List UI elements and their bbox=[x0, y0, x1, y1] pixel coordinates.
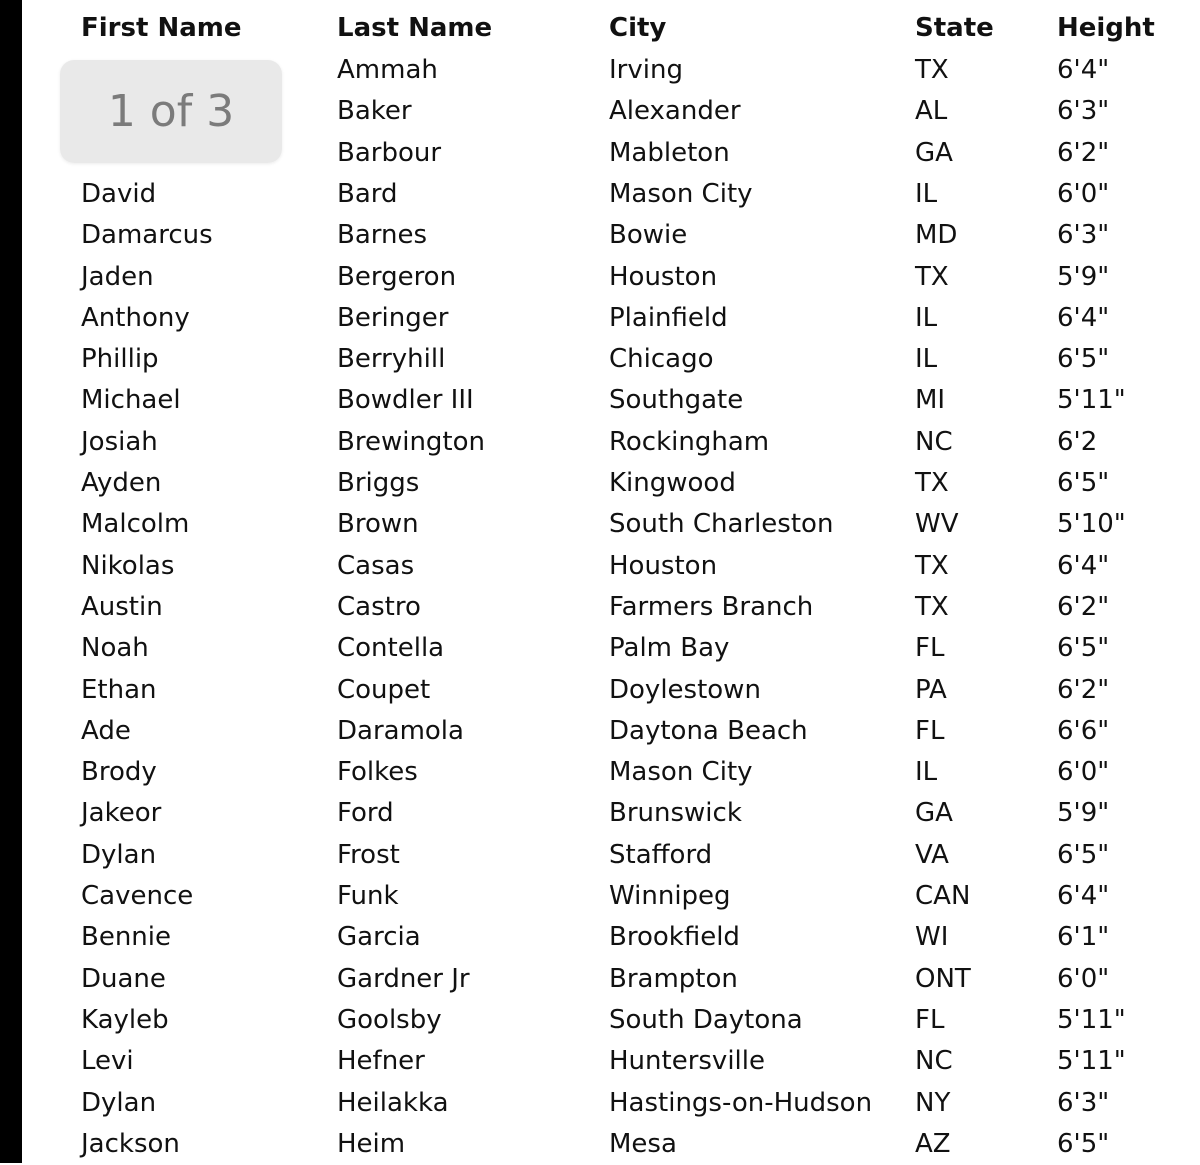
header-state[interactable]: State bbox=[915, 13, 994, 43]
cell-height: 6'3" bbox=[1057, 220, 1110, 251]
table-row[interactable] bbox=[0, 422, 1200, 463]
cell-state: NC bbox=[915, 426, 953, 457]
table-row[interactable] bbox=[0, 380, 1200, 421]
table-row[interactable] bbox=[0, 257, 1200, 298]
cell-last-name: Garcia bbox=[337, 922, 421, 953]
table-row[interactable] bbox=[0, 711, 1200, 752]
cell-first-name: Jaden bbox=[81, 261, 154, 292]
cell-city: Mesa bbox=[609, 1128, 677, 1159]
cell-first-name: Anthony bbox=[81, 302, 190, 333]
cell-city: Mableton bbox=[609, 137, 730, 168]
cell-last-name: Heilakka bbox=[337, 1087, 449, 1118]
cell-first-name: Damarcus bbox=[81, 220, 213, 251]
cell-state: ONT bbox=[915, 963, 971, 994]
cell-last-name: Frost bbox=[337, 839, 400, 870]
cell-city: Alexander bbox=[609, 96, 741, 127]
cell-last-name: Contella bbox=[337, 633, 445, 664]
cell-height: 6'1" bbox=[1057, 922, 1110, 953]
cell-first-name: Dylan bbox=[81, 839, 157, 870]
table-row[interactable] bbox=[0, 670, 1200, 711]
cell-height: 6'5" bbox=[1057, 839, 1110, 870]
cell-first-name: Dylan bbox=[81, 1087, 157, 1118]
cell-state: AL bbox=[915, 96, 948, 127]
cell-state: TX bbox=[915, 550, 949, 581]
cell-height: 6'6" bbox=[1057, 715, 1110, 746]
cell-last-name: Brewington bbox=[337, 426, 486, 457]
table-row[interactable] bbox=[0, 876, 1200, 917]
table-row[interactable] bbox=[0, 1124, 1200, 1165]
cell-first-name: Michael bbox=[81, 385, 181, 416]
cell-last-name: Bergeron bbox=[337, 261, 457, 292]
cell-city: Palm Bay bbox=[609, 633, 730, 664]
table-row[interactable] bbox=[0, 339, 1200, 380]
cell-first-name: Jakeor bbox=[81, 798, 162, 829]
cell-height: 6'2" bbox=[1057, 674, 1110, 705]
table-row[interactable] bbox=[0, 298, 1200, 339]
cell-height: 6'2" bbox=[1057, 591, 1110, 622]
cell-height: 6'5" bbox=[1057, 1128, 1110, 1159]
cell-city: Irving bbox=[609, 55, 683, 85]
cell-state: TX bbox=[915, 55, 949, 85]
header-height[interactable]: Height bbox=[1057, 13, 1155, 43]
cell-city: Farmers Branch bbox=[609, 591, 814, 622]
cell-height: 6'0" bbox=[1057, 178, 1110, 209]
cell-state: TX bbox=[915, 468, 949, 498]
cell-first-name: Nikolas bbox=[81, 550, 175, 581]
cell-last-name: Heim bbox=[337, 1128, 406, 1159]
cell-first-name: Ethan bbox=[81, 674, 157, 705]
cell-height: 5'11" bbox=[1057, 1004, 1126, 1035]
cell-city: Kingwood bbox=[609, 468, 736, 498]
cell-last-name: Castro bbox=[337, 591, 421, 622]
cell-city: Mason City bbox=[609, 757, 753, 788]
cell-state: PA bbox=[915, 674, 947, 705]
cell-height: 5'11" bbox=[1057, 1046, 1126, 1077]
cell-height: 6'5" bbox=[1057, 633, 1110, 664]
cell-last-name: Barbour bbox=[337, 137, 442, 168]
cell-city: Southgate bbox=[609, 385, 744, 416]
cell-last-name: Bowdler III bbox=[337, 385, 474, 416]
cell-last-name: Brown bbox=[337, 509, 419, 540]
cell-first-name: Josiah bbox=[81, 426, 158, 457]
cell-city: Huntersville bbox=[609, 1046, 765, 1077]
cell-first-name: Brody bbox=[81, 757, 157, 788]
cell-height: 6'0" bbox=[1057, 757, 1110, 788]
cell-last-name: Gardner Jr bbox=[337, 963, 470, 994]
table-header-row bbox=[0, 8, 1200, 49]
cell-state: IL bbox=[915, 344, 938, 375]
cell-city: Rockingham bbox=[609, 426, 770, 457]
cell-last-name: Folkes bbox=[337, 757, 418, 788]
header-last-name[interactable]: Last Name bbox=[337, 13, 493, 43]
cell-height: 5'10" bbox=[1057, 509, 1126, 540]
cell-state: CAN bbox=[915, 881, 971, 911]
cell-height: 6'4" bbox=[1057, 550, 1110, 581]
cell-height: 6'4" bbox=[1057, 55, 1110, 85]
cell-state: GA bbox=[915, 137, 953, 168]
cell-last-name: Ford bbox=[337, 798, 394, 829]
table-row[interactable] bbox=[0, 174, 1200, 215]
cell-state: AZ bbox=[915, 1128, 951, 1159]
cell-last-name: Briggs bbox=[337, 468, 420, 498]
cell-city: Winnipeg bbox=[609, 881, 731, 911]
cell-state: NY bbox=[915, 1087, 951, 1118]
page-indicator: 1 of 3 bbox=[60, 60, 282, 163]
table-row[interactable] bbox=[0, 546, 1200, 587]
cell-height: 6'0" bbox=[1057, 963, 1110, 994]
cell-height: 6'3" bbox=[1057, 1087, 1110, 1118]
table-row[interactable] bbox=[0, 959, 1200, 1000]
table-row[interactable] bbox=[0, 215, 1200, 256]
cell-last-name: Baker bbox=[337, 96, 412, 127]
table-row[interactable] bbox=[0, 835, 1200, 876]
table-row[interactable] bbox=[0, 463, 1200, 504]
cell-last-name: Hefner bbox=[337, 1046, 425, 1077]
cell-first-name: Levi bbox=[81, 1046, 134, 1077]
cell-city: South Daytona bbox=[609, 1004, 803, 1035]
cell-last-name: Beringer bbox=[337, 302, 449, 333]
cell-city: Brookfield bbox=[609, 922, 740, 953]
cell-city: Brampton bbox=[609, 963, 738, 994]
cell-city: Bowie bbox=[609, 220, 688, 251]
cell-city: Daytona Beach bbox=[609, 715, 808, 746]
cell-last-name: Casas bbox=[337, 550, 415, 581]
table-row[interactable] bbox=[0, 504, 1200, 545]
header-first-name[interactable]: First Name bbox=[81, 13, 242, 43]
table-row[interactable] bbox=[0, 1041, 1200, 1082]
cell-first-name: Phillip bbox=[81, 344, 159, 375]
cell-height: 5'11" bbox=[1057, 385, 1126, 416]
cell-first-name: Austin bbox=[81, 591, 163, 622]
cell-height: 6'3" bbox=[1057, 96, 1110, 127]
cell-first-name: David bbox=[81, 178, 157, 209]
header-city[interactable]: City bbox=[609, 13, 667, 43]
cell-first-name: Ayden bbox=[81, 468, 162, 498]
cell-city: Chicago bbox=[609, 344, 714, 375]
cell-city: South Charleston bbox=[609, 509, 834, 540]
cell-first-name: Kayleb bbox=[81, 1004, 169, 1035]
cell-height: 6'5" bbox=[1057, 468, 1110, 498]
cell-height: 6'4" bbox=[1057, 302, 1110, 333]
cell-state: FL bbox=[915, 715, 945, 746]
cell-last-name: Coupet bbox=[337, 674, 431, 705]
table-row[interactable] bbox=[0, 1083, 1200, 1124]
cell-height: 6'2" bbox=[1057, 137, 1110, 168]
cell-last-name: Funk bbox=[337, 881, 399, 911]
cell-state: WV bbox=[915, 509, 959, 540]
table-row[interactable] bbox=[0, 793, 1200, 834]
cell-state: MD bbox=[915, 220, 958, 251]
cell-state: GA bbox=[915, 798, 953, 829]
cell-last-name: Bard bbox=[337, 178, 398, 209]
cell-state: NC bbox=[915, 1046, 953, 1077]
cell-city: Houston bbox=[609, 550, 718, 581]
cell-first-name: Ade bbox=[81, 715, 131, 746]
cell-height: 5'9" bbox=[1057, 798, 1110, 829]
cell-first-name: Jackson bbox=[81, 1128, 180, 1159]
cell-state: IL bbox=[915, 757, 938, 788]
cell-state: TX bbox=[915, 591, 949, 622]
cell-last-name: Ammah bbox=[337, 55, 438, 85]
cell-state: VA bbox=[915, 839, 949, 870]
cell-first-name: Duane bbox=[81, 963, 166, 994]
cell-last-name: Barnes bbox=[337, 220, 428, 251]
cell-state: IL bbox=[915, 178, 938, 209]
cell-first-name: Bennie bbox=[81, 922, 172, 953]
table-row[interactable] bbox=[0, 1000, 1200, 1041]
cell-city: Hastings-on-Hudson bbox=[609, 1087, 873, 1118]
table-row[interactable] bbox=[0, 917, 1200, 958]
cell-first-name: Cavence bbox=[81, 881, 194, 911]
cell-last-name: Daramola bbox=[337, 715, 464, 746]
cell-first-name: Malcolm bbox=[81, 509, 190, 540]
cell-state: FL bbox=[915, 633, 945, 664]
table-row[interactable] bbox=[0, 587, 1200, 628]
cell-state: TX bbox=[915, 261, 949, 292]
cell-height: 6'5" bbox=[1057, 344, 1110, 375]
cell-last-name: Goolsby bbox=[337, 1004, 442, 1035]
cell-height: 6'4" bbox=[1057, 881, 1110, 911]
table-row[interactable] bbox=[0, 628, 1200, 669]
cell-city: Brunswick bbox=[609, 798, 742, 829]
cell-state: WI bbox=[915, 922, 949, 953]
cell-city: Mason City bbox=[609, 178, 753, 209]
cell-first-name: Noah bbox=[81, 633, 149, 664]
cell-state: FL bbox=[915, 1004, 945, 1035]
table-row[interactable] bbox=[0, 752, 1200, 793]
cell-city: Houston bbox=[609, 261, 718, 292]
cell-height: 5'9" bbox=[1057, 261, 1110, 292]
cell-city: Plainfield bbox=[609, 302, 728, 333]
cell-state: IL bbox=[915, 302, 938, 333]
cell-height: 6'2 bbox=[1057, 426, 1098, 457]
cell-city: Doylestown bbox=[609, 674, 761, 705]
cell-last-name: Berryhill bbox=[337, 344, 446, 375]
cell-state: MI bbox=[915, 385, 946, 416]
cell-city: Stafford bbox=[609, 839, 713, 870]
